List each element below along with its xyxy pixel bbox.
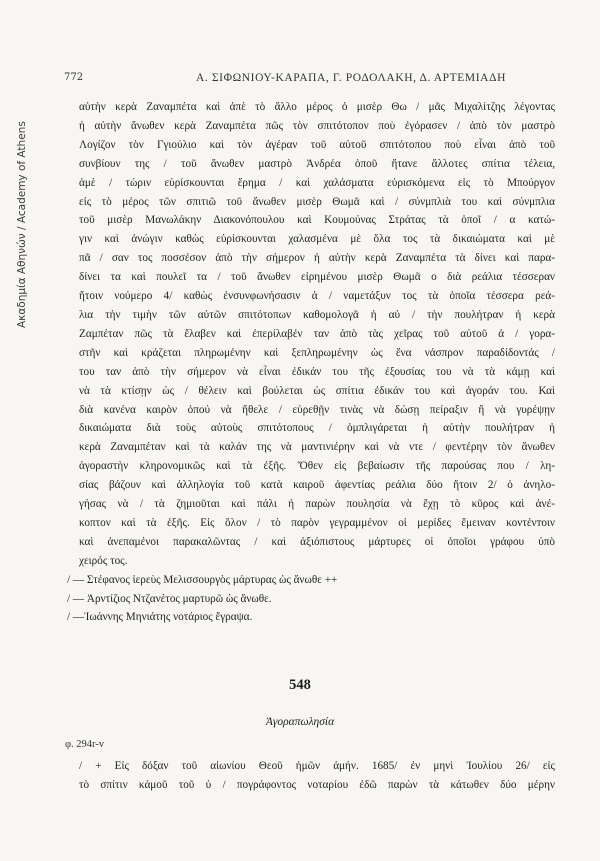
body-line: τὸ σπίτιν κάμοῦ τοῦ ὑ / πογράφοντος νοταρίου ἐδῶ παρὼν τὰ κάτωθεν δύο μέρην (79, 778, 555, 791)
body-line: ἀμὲ / τώριν εὑρίσκουνται ἔρημα / καὶ χαλάσματα εὑρισκόμενα εἰς τὸ Μπούργον (79, 176, 555, 189)
body-line: Ζαμπέταν πῶς τὰ ἔλαβεν καὶ ἐπερίλαβέν ταν ἀπὸ τὰς χεῖρας τοῦ αὐτοῦ ἀ / γορα- (79, 327, 555, 340)
document-title: Ἀγοραπωλησία (265, 716, 335, 728)
body-line: τοῦ μισὲρ Μανωλάκην Διακονόπουλου καὶ Κουμούνας Στράτας τὰ ὁποῖ / α κατώ- (79, 214, 555, 227)
body-line: ἀγοραστὴν κληρονομικῶς καὶ τὰ ἐξῆς. Ὅθεν εἰς βεβαίωσιν τῆς παρούσας που / λη- (79, 460, 555, 473)
signature-line: / —Ἰωάννης Μηνιάτης νοτάριος ἔγραψα. (67, 611, 253, 624)
body-line: καὶ ἀνεπαμένοι παρακαλῶντας / καὶ ἀξιόπιστους μάρτυρες οἱ ὁποῖοι γράφου ὑπὸ (79, 535, 555, 548)
body-line: δίνει τα καὶ πουλεῖ τα / τοῦ ἄνωθεν εἰρημένου μισὲρ Θωμᾶ ο διὰ ρεάλια τέσσεραν (79, 271, 555, 284)
folio-reference: φ. 294r-v (65, 739, 105, 750)
signature-line: / — Στέφανος ἱερεὺς Μελισσουργὸς μάρτυρας ὡς ἄνωθε ++ (67, 573, 338, 586)
body-line: συνβίουν της / τοῦ ἄνωθεν μαστρὸ Ἀνδρέα ὁποῦ ἤτανε ἄλλοτες σπίτια τέλεια, (79, 157, 555, 170)
document-number: 548 (289, 677, 311, 693)
body-line: κερὰ Ζαναμπέταν καὶ τὰ καλάν της νὰ μαντινιέρην καὶ νὰ ντε / φεντέρην τὸν ἄνωθεν (79, 441, 555, 454)
body-line: χειρός τος. (79, 554, 128, 567)
body-line: γιν καὶ ἀνώγιν καθὼς εὑρίσκουνται χαλασμένα μὲ ὅλα τος τὰ δικαιώματα καὶ μὲ (79, 233, 555, 246)
body-line: δικαιώματα διὰ τοὺς αὐτοὺς σπιτότοπους / ὀμπλιγάρεται ἡ αὐτὴν πουλήτραν ἡ (79, 422, 555, 435)
body-line: του ταν ἀπὸ τὴν σήμερον νὰ εἶναι ἐδικάν του τῆς ἐξουσίας του νὰ τὰ κάμῃ καὶ (79, 365, 555, 378)
body-line: λια τὴν τιμὴν τῶν αὐτῶν σπιτότοπων καθομολογᾶ ἡ αὐ / τὴν πουλήτραν ἡ κερὰ (79, 308, 555, 321)
body-line: αὐτὴν κερὰ Ζαναμπέτα καὶ ἀπὲ τὸ ἄλλο μέρος ὁ μισὲρ Θω / μᾶς Μιχαλίτζης λέγοντας (79, 101, 555, 113)
running-title: Α. ΣΙΦΩΝΙΟΥ-ΚΑΡΑΠΑ, Γ. ΡΟΔΟΛΑΚΗ, Δ. ΑΡΤΕΜΙΑΔΗ (196, 72, 506, 84)
body-line: γήσας νὰ / τὰ ζημιοῦται καὶ πάλι ἡ παρὼν πουλησία νὰ ἔχῃ τὸ κῦρος καὶ ἀνέ- (79, 498, 555, 511)
body-line: εἰς τὸ μέρος τῶν σπιτιῶ τοῦ ἄνωθεν μισὲρ Θωμᾶ καὶ / σύνμπλιὰ του καὶ σύνμπλια (79, 195, 555, 208)
body-line: / + Εἰς δόξαν τοῦ αἰωνίου Θεοῦ ἡμῶν ἀμήν. 1685/ ἐν μηνὶ Ἰουλίου 26/ εἰς (79, 760, 555, 772)
body-line: στῆν καὶ κράζεται πληρωμένην καὶ ξεπληρωμένην ὡς ἕνα νάσπρον παραδίδοντάς / (79, 346, 555, 359)
page-number: 772 (64, 72, 84, 83)
document-body (67, 98, 555, 627)
body-line: πᾶ / σαν τος ποσσέσον ἀπὸ τὴν σήμερον ἡ αὐτὴν κερὰ Ζαναμπέτα τὰ δίνει καὶ παρα- (79, 252, 555, 265)
signature-line: / — Ἀρντίζιος Ντζανέτος μαρτυρῶ ὡς ἄνωθε. (67, 592, 272, 605)
archive-watermark: Ακαδημία Αθηνών / Academy of Athens (16, 121, 28, 328)
page-header (64, 72, 556, 88)
next-document-body (79, 757, 555, 795)
body-line: ἤτοιν νούμερο 4/ καθὼς ἐνσυνφωνήσασιν ἀ / ναμετάξυν τος τὰ ὁποῖα τέσσερα ρεά- (79, 290, 555, 303)
body-line: κοπτον καὶ τὰ ἐξῆς. Εἰς ὅλον / τὸ παρὸν γεγραμμένον οἱ μερίδες ἔμειναν κοντένтоιν (79, 516, 555, 529)
body-line: Λογίζον τὸν Γγιούλιο καὶ τὸν ἀγέραν τοῦ αὐτοῦ σπιτότοπου ποὺ εἶναι ἀπὸ τοῦ (79, 138, 555, 151)
body-line: διὰ κανένα καιρὸν ὁπού νὰ ἤθελε / εὑρεθῇν τινὰς νὰ δώσῃ πείραξιν ἢ νὰ γυρέψῃν (79, 403, 555, 416)
body-line: νὰ τὰ κτίσῃν ὡς / θέλειν καὶ βούλεται ὡς σπίτια ἐδικάν του καὶ ἀγοράν του. Καὶ (79, 384, 555, 397)
body-line: ἡ αὐτὴν ἄνωθεν κερὰ Ζαναμπέτα πῶς τὸν σπιτότοπον ποὺ ἐγόρασεν / ἀπὸ τὸν μαστρὸ (79, 119, 555, 132)
body-line: σίας βάζουν καὶ ἀλληλογία τοῦ κατὰ καιροῦ ἀφεντίας ρεάλια δύο ἤτοιν 2/ ὁ ἀνηλο- (79, 479, 555, 492)
